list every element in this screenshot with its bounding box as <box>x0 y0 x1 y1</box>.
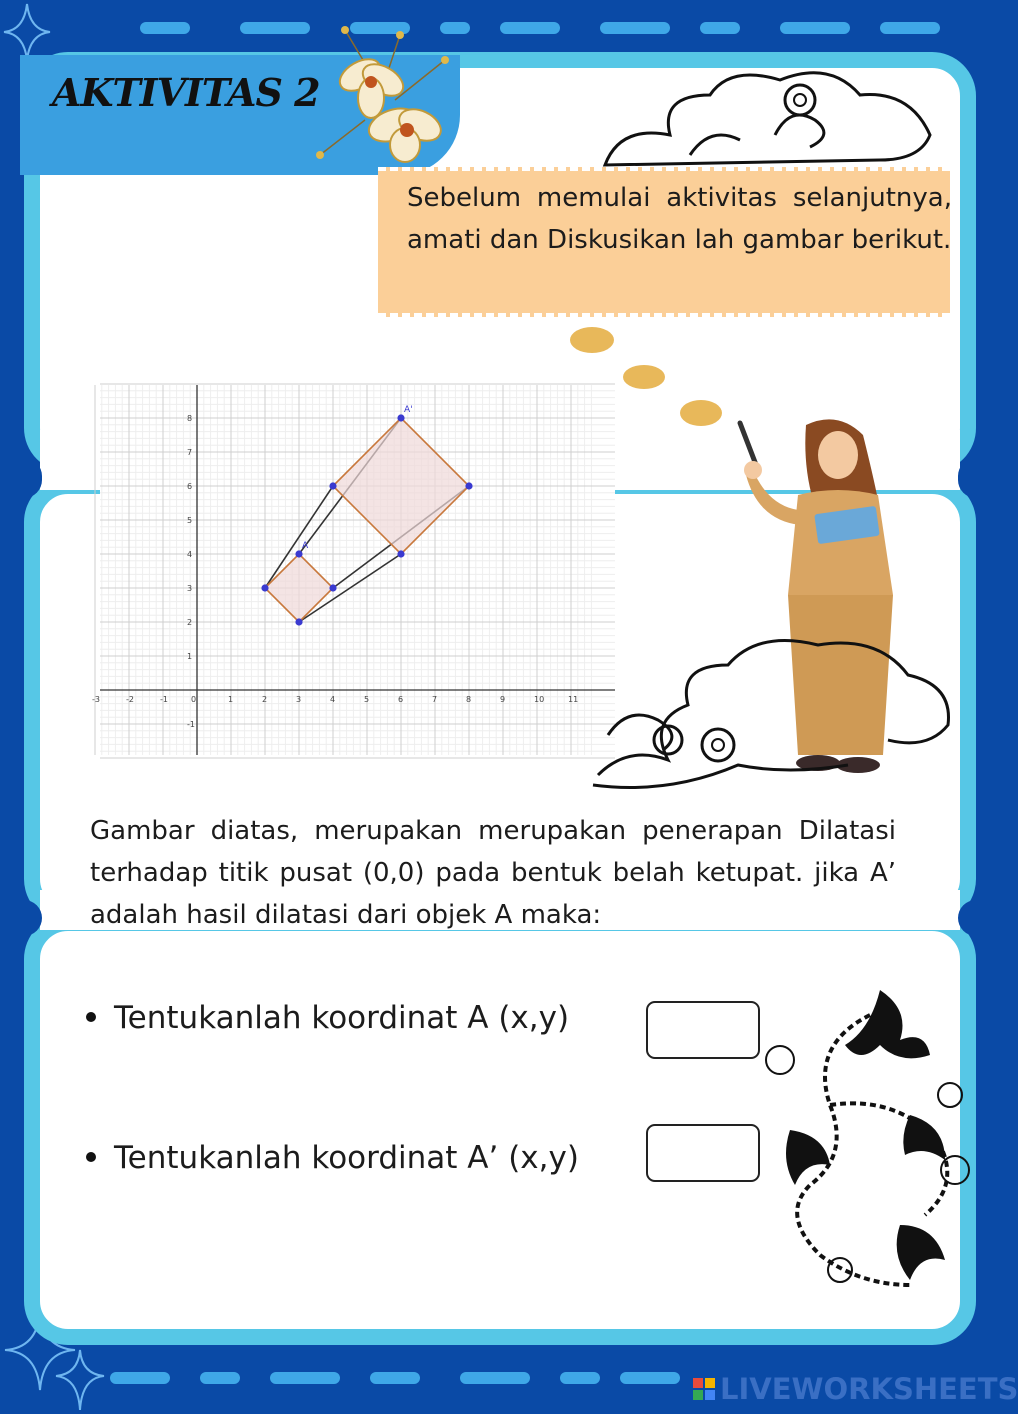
bullet-icon <box>86 1012 96 1022</box>
flower-icon <box>305 20 455 165</box>
object-point <box>295 618 302 625</box>
image-point <box>329 482 336 489</box>
x-tick-label: 8 <box>466 695 472 704</box>
cloud-ornament-icon <box>600 65 940 175</box>
x-tick-label: 3 <box>296 695 302 704</box>
image-point <box>397 550 404 557</box>
x-tick-label: 4 <box>330 695 336 704</box>
x-tick-label: 6 <box>398 695 404 704</box>
liveworksheets-logo-icon <box>693 1378 715 1400</box>
point-label: A' <box>404 405 413 415</box>
object-point <box>295 550 302 557</box>
x-tick-label: -1 <box>160 695 168 704</box>
page-title: AKTIVITAS 2 <box>52 70 320 115</box>
y-tick-label: 8 <box>187 414 193 423</box>
instruction-note-text: Sebelum memulai aktivitas selanjutnya, amati dan Diskusikan lah gambar berikut. <box>407 183 952 255</box>
y-tick-label: 6 <box>187 482 193 491</box>
x-tick-label: 1 <box>228 695 234 704</box>
question-a-prime-label: Tentukanlah koordinat A’ (x,y) <box>114 1140 579 1176</box>
object-point <box>329 584 336 591</box>
question-a <box>86 1000 569 1036</box>
y-tick-label: 3 <box>187 584 193 593</box>
question-a-prime <box>86 1140 579 1176</box>
y-tick-label: 1 <box>187 652 193 661</box>
answer-a-input[interactable] <box>646 1001 760 1059</box>
image-point <box>465 482 472 489</box>
x-tick-label: 7 <box>432 695 438 704</box>
dilation-graph <box>92 385 615 755</box>
y-tick-label: 4 <box>187 550 193 559</box>
x-tick-label: 0 <box>191 695 197 704</box>
x-tick-label: 5 <box>364 695 370 704</box>
y-tick-label: 5 <box>187 516 193 525</box>
cloud-ornament-icon <box>588 625 958 795</box>
y-tick-label: -1 <box>187 720 195 729</box>
batik-floral-ornament-icon <box>750 985 975 1315</box>
point-label: A <box>302 541 309 551</box>
x-tick-label: 11 <box>568 695 579 704</box>
image-point <box>397 414 404 421</box>
x-tick-label: -3 <box>92 695 100 704</box>
x-tick-label: -2 <box>126 695 134 704</box>
description-paragraph: Gambar diatas, merupakan merupakan penerapan Dilatasi terhadap titik pusat (0,0) pada bentuk belah ketupat. jika A’ adalah hasil dilatasi dari objek A maka: <box>90 816 896 930</box>
top-dash-border <box>0 22 1000 42</box>
x-tick-label: 2 <box>262 695 268 704</box>
question-a-label: Tentukanlah koordinat A (x,y) <box>114 1000 570 1036</box>
x-tick-label: 10 <box>534 695 545 704</box>
bullet-icon <box>86 1152 96 1162</box>
y-tick-label: 7 <box>187 448 193 457</box>
answer-a-prime-input[interactable] <box>646 1124 760 1182</box>
object-point <box>261 584 268 591</box>
y-tick-label: 2 <box>187 618 193 627</box>
watermark: LIVEWORKSHEETS <box>720 1372 1018 1406</box>
x-tick-label: 9 <box>500 695 506 704</box>
sparkle-icon <box>2 2 52 62</box>
